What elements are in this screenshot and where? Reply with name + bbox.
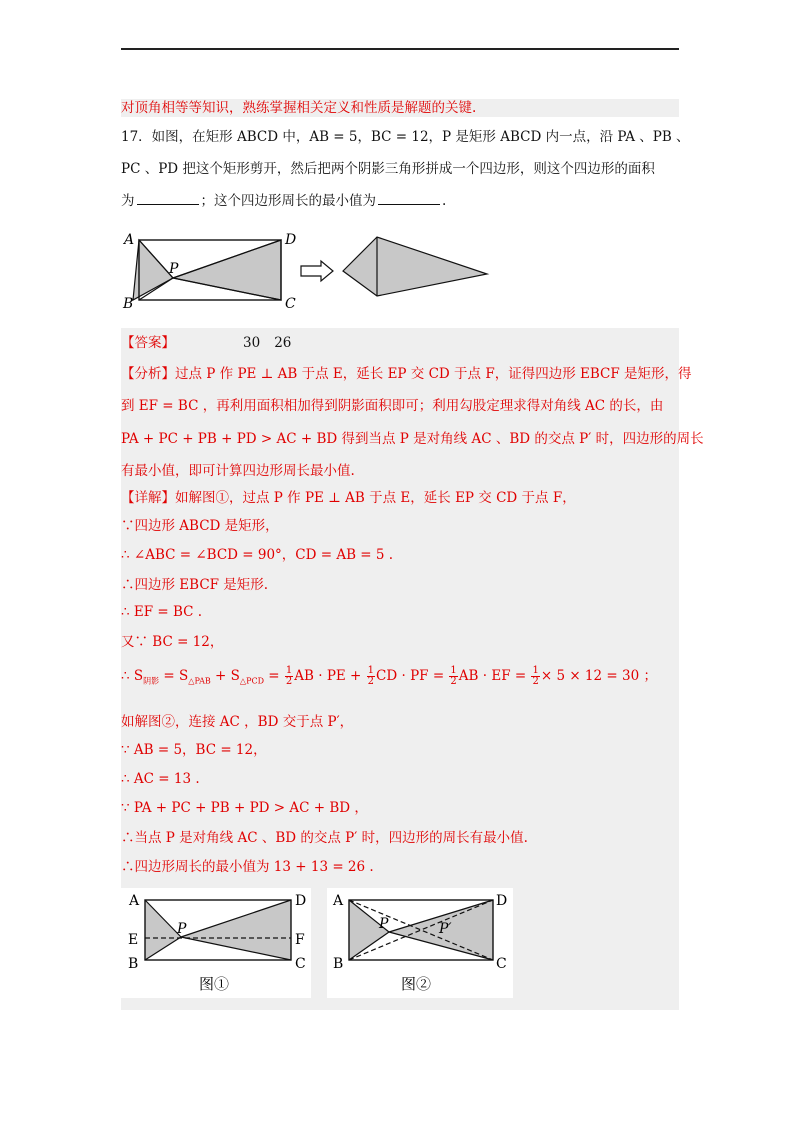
analysis-line-3: PA + PC + PB + PD > AC + BD 得到当点 P 是对角线 AC 、BD 的交点 P′ 时，四边形的周长	[121, 431, 704, 447]
fraction-half-4: $\frac{1}{2}$	[532, 665, 539, 687]
fig1-label-a: A	[129, 893, 140, 909]
area-s2: = S	[159, 668, 189, 684]
fig2-label-a: A	[333, 893, 344, 909]
fig1-label-e: E	[128, 932, 139, 948]
fig2-caption: 图②	[401, 975, 432, 993]
quadrilateral-figure	[343, 237, 487, 296]
rectangle-figure	[133, 240, 281, 300]
detail-line-7	[121, 666, 679, 691]
detail-line-6: 又∵ BC = 12，	[121, 634, 224, 650]
label-p: P	[169, 261, 179, 277]
analysis-line-4: 有最小值，即可计算四边形周长最小值.	[121, 463, 355, 479]
label-d: D	[285, 232, 297, 248]
detail-line-13: ∴四边形周长的最小值为 13 + 13 = 26 .	[121, 859, 374, 875]
figure-2	[327, 888, 513, 998]
fig1-label-c: C	[295, 956, 306, 972]
problem-line-1: 17．如图，在矩形 ABCD 中，AB = 5，BC = 12，P 是矩形 ABCD 内一点，沿 PA 、PB 、	[121, 129, 690, 145]
fraction-half-3: $\frac{1}{2}$	[450, 665, 457, 687]
term-3: AB · EF =	[458, 668, 531, 684]
fig1-label-p: P	[177, 921, 187, 937]
area-s: ∴ S	[121, 668, 144, 684]
problem-line-3-a: 为	[121, 193, 135, 209]
label-b: B	[123, 296, 134, 312]
term-1: AB · PE +	[294, 668, 366, 684]
answer-tag: 【答案】	[121, 335, 175, 351]
figure-problem	[121, 228, 501, 316]
fig2-label-p-prime: P′	[439, 921, 452, 937]
detail-line-1: 【详解】如解图①，过点 P 作 PE ⊥ AB 于点 E，延长 EP 交 CD 于点 F，	[121, 490, 576, 506]
figure-1	[121, 888, 311, 998]
detail-line-2: ∵四边形 ABCD 是矩形，	[121, 518, 279, 534]
answer-blank-2	[378, 192, 440, 205]
label-a: A	[124, 232, 135, 248]
area-sub-pcd: △PCD	[239, 676, 264, 686]
intro-line: 对顶角相等等知识，熟练掌握相关定义和性质是解题的关键.	[121, 99, 679, 117]
detail-line-9: ∵ AB = 5，BC = 12，	[121, 742, 267, 758]
term-2: CD · PF =	[376, 668, 449, 684]
area-s3: + S	[210, 668, 240, 684]
term-4: × 5 × 12 = 30 ；	[540, 668, 657, 684]
arrow-right-icon	[301, 261, 333, 281]
detail-line-4: ∴四边形 EBCF 是矩形.	[121, 577, 269, 593]
problem-line-3-b: ；这个四边形周长的最小值为	[200, 193, 376, 209]
header-rule	[121, 48, 679, 50]
fig2-label-d: D	[496, 893, 508, 909]
detail-line-5: ∴ EF = BC .	[121, 604, 203, 620]
detail-line-3: ∴ ∠ABC = ∠BCD = 90°，CD = AB = 5 .	[121, 547, 394, 563]
analysis-line-1: 【分析】过点 P 作 PE ⊥ AB 于点 E，延长 EP 交 CD 于点 F，证得四边形 EBCF 是矩形，得	[121, 366, 692, 382]
label-c: C	[285, 296, 296, 312]
fig2-label-c: C	[496, 956, 507, 972]
detail-line-11: ∵ PA + PC + PB + PD > AC + BD ，	[121, 800, 368, 816]
fig1-label-f: F	[295, 932, 305, 948]
answer-value-2: 26	[274, 335, 292, 351]
problem-line-3	[121, 192, 679, 210]
equals: =	[264, 668, 284, 684]
problem-line-3-c: .	[442, 193, 447, 209]
fig2-label-p: P	[379, 916, 389, 932]
fig1-label-d: D	[295, 893, 307, 909]
detail-line-8: 如解图②，连接 AC ，BD 交于点 P′，	[121, 714, 354, 730]
answer-value-1: 30	[243, 335, 261, 351]
fig2-label-b: B	[333, 956, 344, 972]
detail-line-10: ∴ AC = 13 .	[121, 771, 200, 787]
fraction-half-1: $\frac{1}{2}$	[285, 665, 293, 687]
answer-blank-1	[137, 192, 199, 205]
fraction-half-2: $\frac{1}{2}$	[367, 665, 375, 687]
analysis-line-2: 到 EF = BC ，再利用面积相加得到阴影面积即可；利用勾股定理求得对角线 AC 的长，由	[121, 398, 664, 414]
detail-line-12: ∴当点 P 是对角线 AC 、BD 的交点 P′ 时，四边形的周长有最小值.	[121, 830, 528, 846]
fig1-caption: 图①	[199, 975, 230, 993]
area-sub-pab: △PAB	[188, 676, 211, 686]
problem-line-2: PC 、PD 把这个矩形剪开，然后把两个阴影三角形拼成一个四边形，则这个四边形的面积	[121, 161, 655, 177]
answer-line	[121, 334, 679, 352]
fig1-label-b: B	[128, 956, 139, 972]
area-sub-shadow: 阴影	[143, 676, 160, 686]
